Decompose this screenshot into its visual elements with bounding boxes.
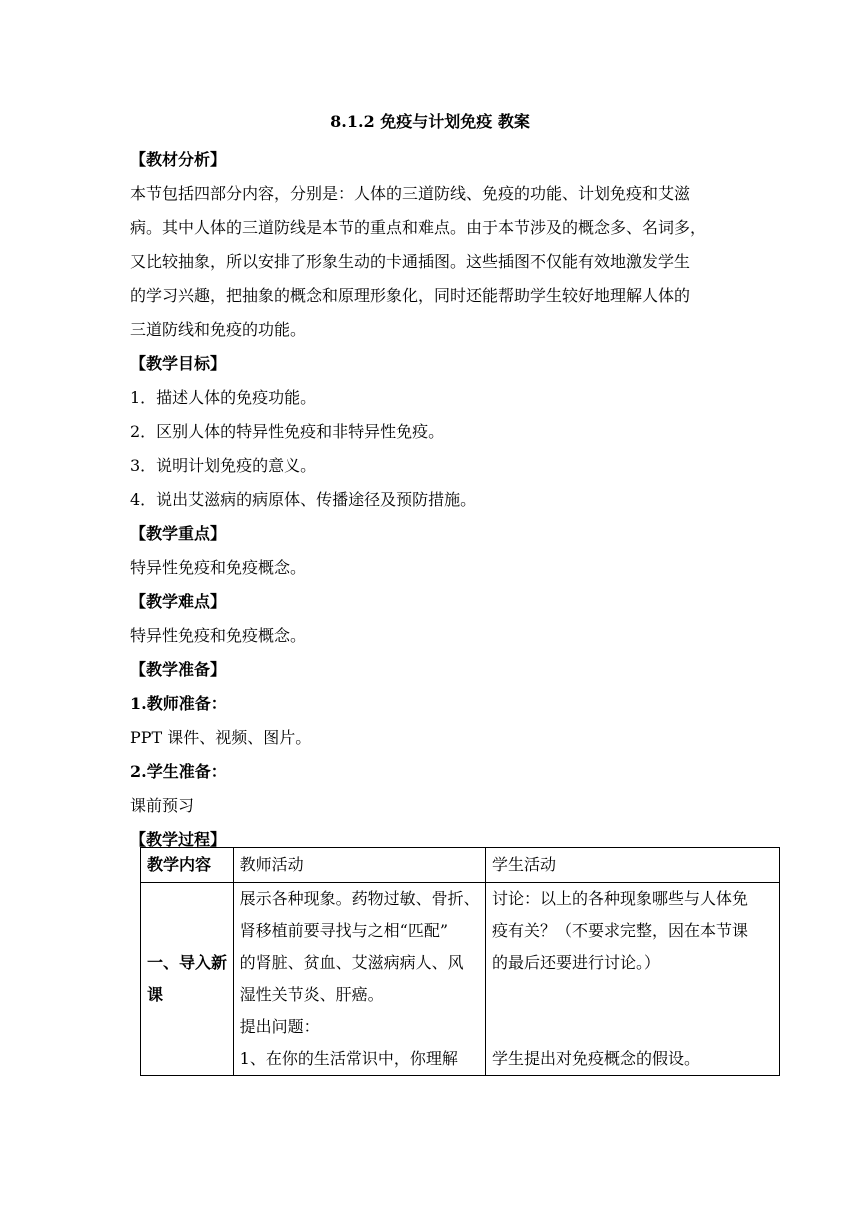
student-activity-line: 疫有关？（不要求完整，因在本节课 <box>492 921 749 940</box>
difficulty-heading: 【教学难点】 <box>130 592 227 611</box>
analysis-line: 本节包括四部分内容，分别是：人体的三道防线、免疫的功能、计划免疫和艾滋 <box>130 184 691 203</box>
goal-item: 1．描述人体的免疫功能。 <box>130 388 317 407</box>
key-points-heading: 【教学重点】 <box>130 524 227 543</box>
process-table <box>140 847 780 1076</box>
row-content-cell <box>141 883 234 1076</box>
student-activity-line <box>492 979 773 1011</box>
student-activity-line <box>492 1011 773 1043</box>
teacher-activity-line: 湿性关节炎、肝癌。 <box>239 985 384 1004</box>
table-row <box>141 883 780 1076</box>
goal-item: 3．说明计划免疫的意义。 <box>130 456 317 475</box>
student-activity-line: 的最后还要进行讨论。） <box>492 953 661 972</box>
teacher-activity-cell <box>233 883 485 1076</box>
document-title: 8.1.2 免疫与计划免疫 教案 <box>330 112 530 131</box>
student-activity-line: 学生提出对免疫概念的假设。 <box>492 1049 701 1068</box>
teacher-activity-line: 的肾脏、贫血、艾滋病病人、风 <box>239 953 464 972</box>
teacher-prep-label: 1.教师准备： <box>130 694 227 713</box>
analysis-heading: 【教材分析】 <box>130 150 227 169</box>
header-student-activity: 学生活动 <box>486 848 780 883</box>
table-header-row <box>141 848 780 883</box>
student-activity-line: 讨论：以上的各种现象哪些与人体免 <box>492 889 749 908</box>
header-content: 教学内容 <box>141 848 234 883</box>
analysis-line: 又比较抽象，所以安排了形象生动的卡通插图。这些插图不仅能有效地激发学生 <box>130 252 691 271</box>
analysis-line: 的学习兴趣，把抽象的概念和原理形象化，同时还能帮助学生较好地理解人体的 <box>130 286 691 305</box>
student-prep-text: 课前预习 <box>130 796 195 815</box>
goals-heading: 【教学目标】 <box>130 354 227 373</box>
goal-item: 4．说出艾滋病的病原体、传播途径及预防措施。 <box>130 490 477 509</box>
teacher-activity-line: 提出问题： <box>239 1017 320 1036</box>
row-content-line: 一、导入新 <box>147 953 228 972</box>
key-points-text: 特异性免疫和免疫概念。 <box>130 558 307 577</box>
student-prep-label: 2.学生准备： <box>130 762 227 781</box>
teacher-prep-text: PPT 课件、视频、图片。 <box>130 728 312 747</box>
document-body <box>130 143 750 857</box>
row-content-line: 课 <box>147 985 164 1004</box>
difficulty-text: 特异性免疫和免疫概念。 <box>130 626 307 645</box>
teacher-activity-line: 肾移植前要寻找与之相“匹配” <box>239 921 449 940</box>
teacher-activity-line: 1、在你的生活常识中，你理解 <box>239 1049 458 1068</box>
process-heading: 【教学过程】 <box>130 830 227 849</box>
teacher-activity-line: 展示各种现象。药物过敏、骨折、 <box>239 889 480 908</box>
preparation-heading: 【教学准备】 <box>130 660 227 679</box>
goal-item: 2．区别人体的特异性免疫和非特异性免疫。 <box>130 422 445 441</box>
header-teacher-activity: 教师活动 <box>233 848 485 883</box>
analysis-line: 病。其中人体的三道防线是本节的重点和难点。由于本节涉及的概念多、名词多， <box>130 218 707 237</box>
analysis-line: 三道防线和免疫的功能。 <box>130 320 307 339</box>
student-activity-cell <box>486 883 780 1076</box>
